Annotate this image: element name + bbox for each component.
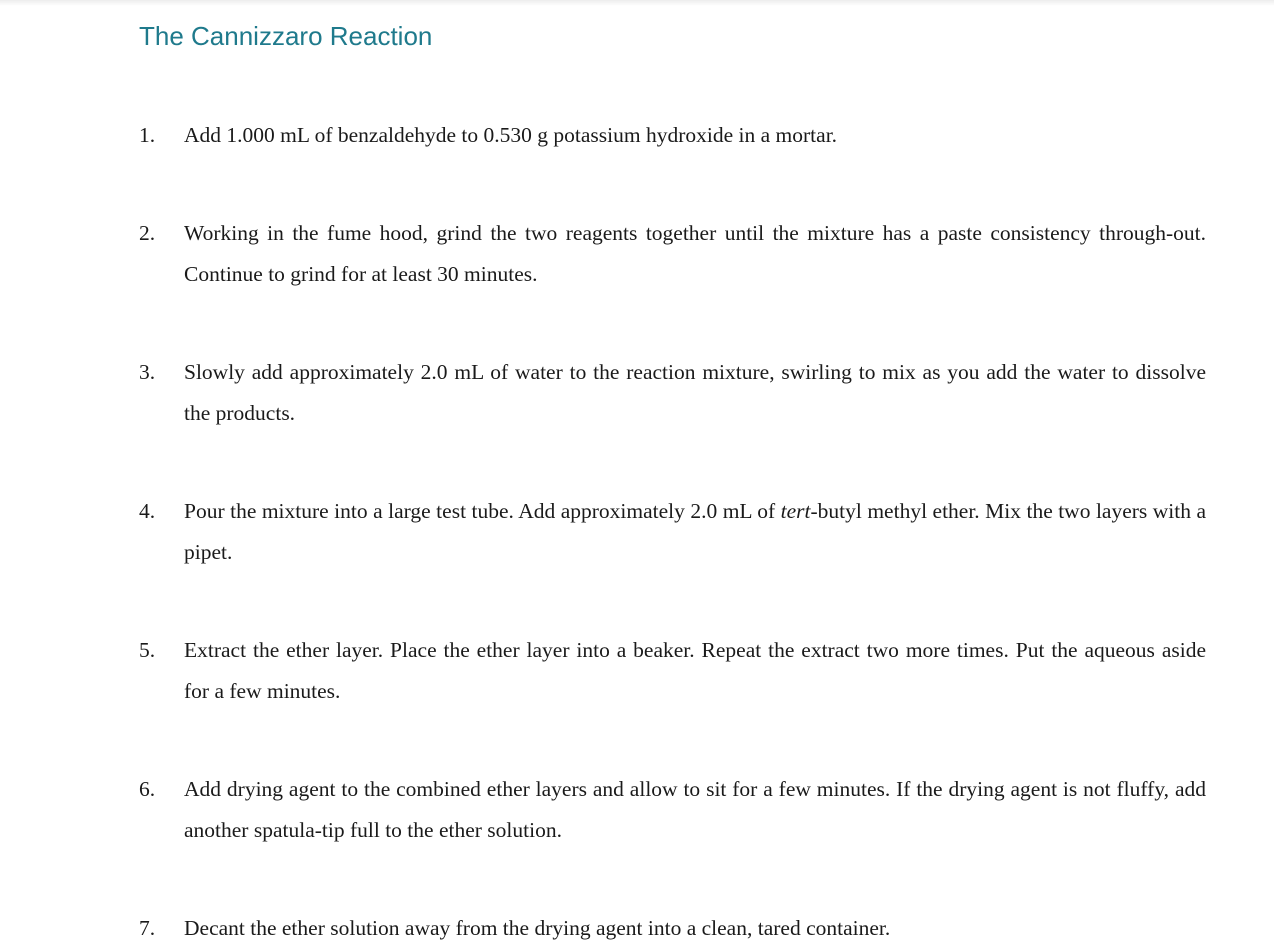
step-number: 6. <box>139 777 156 801</box>
step-number: 4. <box>139 499 156 523</box>
step-text: Decant the ether solution away from the drying agent into a clean, tared container. <box>184 916 891 940</box>
procedure-step <box>139 769 1206 851</box>
step-text: Add 1.000 mL of benzaldehyde to 0.530 g potassium hydroxide in a mortar. <box>184 123 838 147</box>
procedure-step <box>139 352 1206 434</box>
step-text: Working in the fume hood, grind the two reagents together until the mixture has a paste consistency through-out. Continue to grind for at least 30 minutes. <box>184 221 1206 286</box>
step-text <box>184 491 1206 573</box>
step-text: Slowly add approximately 2.0 mL of water to the reaction mixture, swirling to mix as you add the water to dissolve the products. <box>184 360 1206 425</box>
page-top-edge <box>0 0 1274 6</box>
step-number: 3. <box>139 360 156 384</box>
step-number: 2. <box>139 221 156 245</box>
procedure-step <box>139 213 1206 295</box>
step-text-italic: tert <box>780 499 811 523</box>
procedure-step <box>139 491 1206 573</box>
step-number: 5. <box>139 638 156 662</box>
procedure-step <box>139 630 1206 712</box>
procedure-step <box>139 908 1206 949</box>
step-number: 7. <box>139 916 156 940</box>
step-number: 1. <box>139 123 156 147</box>
step-text-part: -butyl methyl ether. Mix the two layers with a pipet. <box>184 499 1206 564</box>
procedure-step <box>139 115 1206 156</box>
step-text-part: Pour the mixture into a large test tube. Add approximately 2.0 mL of <box>184 499 781 523</box>
step-text: Add drying agent to the combined ether layers and allow to sit for a few minutes. If the drying agent is not fluffy, add another spatula-tip full to the ether solution. <box>184 777 1206 842</box>
step-text: Extract the ether layer. Place the ether layer into a beaker. Repeat the extract two more times. Put the aqueous aside for a few minutes. <box>184 638 1206 703</box>
page-title: The Cannizzaro Reaction <box>139 21 433 51</box>
